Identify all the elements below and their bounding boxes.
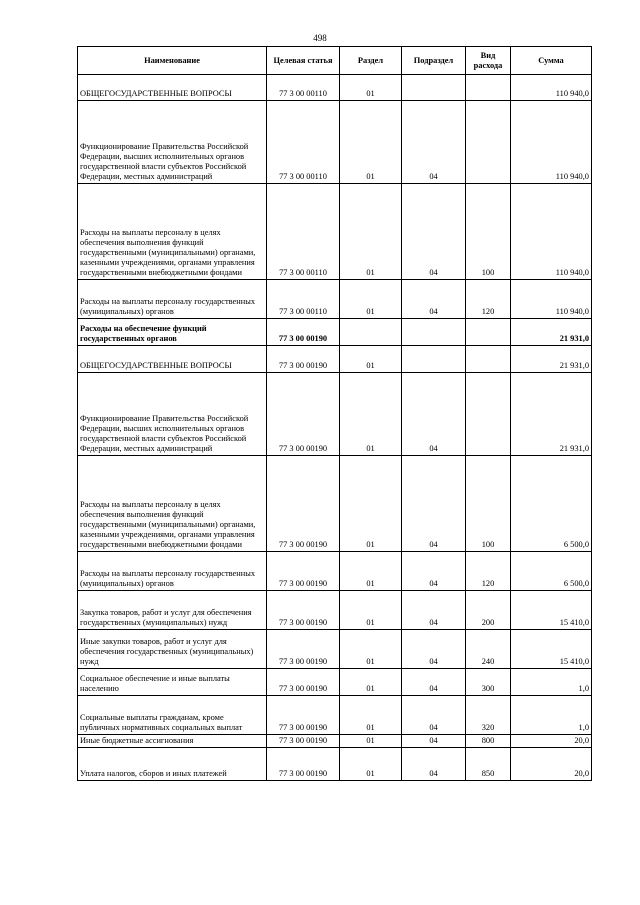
- cell-code: 77 3 00 00190: [267, 456, 340, 552]
- cell-subsection: 04: [402, 373, 466, 456]
- cell-section: 01: [340, 75, 402, 101]
- table-row: [78, 280, 592, 319]
- cell-name: Расходы на выплаты персоналу государственных (муниципальных) органов: [78, 280, 267, 319]
- cell-type: 850: [466, 747, 511, 780]
- cell-name: Социальные выплаты гражданам, кроме публичных нормативных социальных выплат: [78, 696, 267, 735]
- cell-subsection: 04: [402, 184, 466, 280]
- cell-section: 01: [340, 346, 402, 373]
- cell-subsection: 04: [402, 101, 466, 184]
- cell-section: 01: [340, 280, 402, 319]
- cell-type: 320: [466, 696, 511, 735]
- cell-name: Уплата налогов, сборов и иных платежей: [78, 747, 267, 780]
- cell-section: [340, 319, 402, 346]
- cell-type: [466, 101, 511, 184]
- header-subsection: Подраздел: [402, 47, 466, 75]
- cell-type: [466, 346, 511, 373]
- cell-name: Иные закупки товаров, работ и услуг для обеспечения государственных (муниципальных) нужд: [78, 630, 267, 669]
- page-number: 498: [313, 33, 327, 43]
- table-row: [78, 630, 592, 669]
- cell-type: 240: [466, 630, 511, 669]
- table-row: [78, 747, 592, 780]
- cell-subsection: 04: [402, 630, 466, 669]
- table-row: [78, 735, 592, 748]
- cell-sum: 110 940,0: [511, 101, 592, 184]
- cell-type: 100: [466, 456, 511, 552]
- cell-code: 77 3 00 00190: [267, 319, 340, 346]
- table-row: [78, 319, 592, 346]
- cell-sum: 21 931,0: [511, 346, 592, 373]
- cell-name: Функционирование Правительства Российской Федерации, высших исполнительных органов государственной власти субъектов Российской Федерации, местных администраций: [78, 101, 267, 184]
- cell-type: [466, 373, 511, 456]
- cell-subsection: 04: [402, 669, 466, 696]
- cell-section: 01: [340, 101, 402, 184]
- cell-sum: 20,0: [511, 747, 592, 780]
- cell-name: Функционирование Правительства Российской Федерации, высших исполнительных органов государственной власти субъектов Российской Федерации, местных администраций: [78, 373, 267, 456]
- cell-type: 200: [466, 591, 511, 630]
- cell-name: Расходы на выплаты персоналу в целях обеспечения выполнения функций государственными (муниципальными) органами, казенными учреждениями, органами управления государственными внебюджетными фондами: [78, 456, 267, 552]
- cell-sum: 21 931,0: [511, 319, 592, 346]
- cell-name: Социальное обеспечение и иные выплаты населению: [78, 669, 267, 696]
- cell-type: 800: [466, 735, 511, 748]
- cell-subsection: 04: [402, 735, 466, 748]
- cell-section: 01: [340, 669, 402, 696]
- cell-section: 01: [340, 373, 402, 456]
- cell-subsection: 04: [402, 552, 466, 591]
- cell-subsection: 04: [402, 280, 466, 319]
- table-body: [78, 75, 592, 781]
- cell-type: 100: [466, 184, 511, 280]
- cell-name: Расходы на выплаты персоналу в целях обеспечения выполнения функций государственными (муниципальными) органами, казенными учреждениями, органами управления государственными внебюджетными фондами: [78, 184, 267, 280]
- cell-type: 120: [466, 280, 511, 319]
- cell-sum: 1,0: [511, 669, 592, 696]
- table-row: [78, 669, 592, 696]
- cell-type: [466, 319, 511, 346]
- cell-code: 77 3 00 00110: [267, 184, 340, 280]
- cell-code: 77 3 00 00190: [267, 591, 340, 630]
- cell-section: 01: [340, 696, 402, 735]
- cell-name: ОБЩЕГОСУДАРСТВЕННЫЕ ВОПРОСЫ: [78, 346, 267, 373]
- header-type: Вид расхода: [466, 47, 511, 75]
- table-row: [78, 101, 592, 184]
- cell-subsection: 04: [402, 591, 466, 630]
- table-row: [78, 346, 592, 373]
- cell-sum: 110 940,0: [511, 75, 592, 101]
- cell-type: 120: [466, 552, 511, 591]
- cell-name: Расходы на обеспечение функций государственных органов: [78, 319, 267, 346]
- cell-section: 01: [340, 630, 402, 669]
- cell-name: Иные бюджетные ассигнования: [78, 735, 267, 748]
- cell-code: 77 3 00 00110: [267, 280, 340, 319]
- cell-code: 77 3 00 00190: [267, 696, 340, 735]
- cell-subsection: [402, 75, 466, 101]
- cell-code: 77 3 00 00190: [267, 630, 340, 669]
- cell-type: [466, 75, 511, 101]
- table-row: [78, 373, 592, 456]
- cell-name: Закупка товаров, работ и услуг для обеспечения государственных (муниципальных) нужд: [78, 591, 267, 630]
- cell-section: 01: [340, 456, 402, 552]
- table-row: [78, 591, 592, 630]
- cell-sum: 15 410,0: [511, 630, 592, 669]
- cell-sum: 15 410,0: [511, 591, 592, 630]
- cell-type: 300: [466, 669, 511, 696]
- cell-subsection: 04: [402, 696, 466, 735]
- cell-section: 01: [340, 552, 402, 591]
- cell-section: 01: [340, 735, 402, 748]
- table-row: [78, 696, 592, 735]
- table-row: [78, 75, 592, 101]
- header-name: Наименование: [78, 47, 267, 75]
- header-sum: Сумма: [511, 47, 592, 75]
- cell-code: 77 3 00 00190: [267, 735, 340, 748]
- cell-sum: 110 940,0: [511, 184, 592, 280]
- cell-code: 77 3 00 00110: [267, 101, 340, 184]
- cell-code: 77 3 00 00190: [267, 346, 340, 373]
- budget-table: [77, 46, 592, 781]
- cell-section: 01: [340, 591, 402, 630]
- table-row: [78, 184, 592, 280]
- cell-subsection: [402, 319, 466, 346]
- cell-sum: 1,0: [511, 696, 592, 735]
- cell-code: 77 3 00 00190: [267, 373, 340, 456]
- cell-section: 01: [340, 184, 402, 280]
- cell-sum: 6 500,0: [511, 456, 592, 552]
- cell-subsection: [402, 346, 466, 373]
- cell-code: 77 3 00 00190: [267, 669, 340, 696]
- cell-section: 01: [340, 747, 402, 780]
- cell-sum: 6 500,0: [511, 552, 592, 591]
- cell-code: 77 3 00 00110: [267, 75, 340, 101]
- cell-sum: 21 931,0: [511, 373, 592, 456]
- cell-subsection: 04: [402, 747, 466, 780]
- table-row: [78, 456, 592, 552]
- header-section: Раздел: [340, 47, 402, 75]
- cell-code: 77 3 00 00190: [267, 552, 340, 591]
- cell-name: Расходы на выплаты персоналу государственных (муниципальных) органов: [78, 552, 267, 591]
- cell-sum: 20,0: [511, 735, 592, 748]
- cell-name: ОБЩЕГОСУДАРСТВЕННЫЕ ВОПРОСЫ: [78, 75, 267, 101]
- header-code: Целевая статья: [267, 47, 340, 75]
- cell-subsection: 04: [402, 456, 466, 552]
- cell-code: 77 3 00 00190: [267, 747, 340, 780]
- table-row: [78, 552, 592, 591]
- cell-sum: 110 940,0: [511, 280, 592, 319]
- table-header-row: [78, 47, 592, 75]
